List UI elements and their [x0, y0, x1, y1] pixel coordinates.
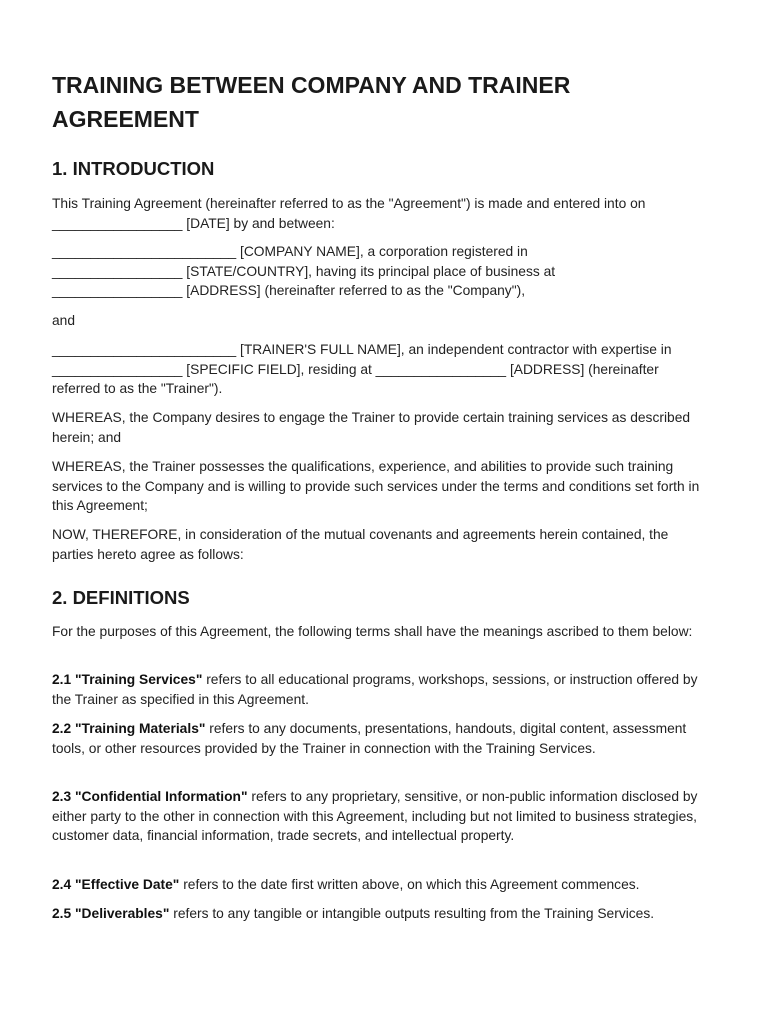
definition-item	[52, 787, 712, 846]
whereas-paragraph-1: WHEREAS, the Company desires to engage the Trainer to provide certain training services as described herein; and	[52, 410, 691, 445]
document-title: TRAINING BETWEEN COMPANY AND TRAINER AGREEMENT	[52, 72, 571, 132]
definition-term: 2.1 "Training Services"	[52, 672, 203, 687]
definition-item	[52, 670, 712, 709]
and-paragraph: and	[52, 313, 76, 328]
definition-term: 2.3 "Confidential Information"	[52, 789, 248, 804]
definitions-intro-paragraph: For the purposes of this Agreement, the following terms shall have the meanings ascribed to them below:	[52, 624, 693, 639]
company-party-paragraph: ________________________ [COMPANY NAME], a corporation registered in _________________ [STATE/COUNTRY], having its principal place of business at _________________ [ADDRESS] (hereinafter referred to as the "Company"),	[52, 244, 556, 299]
whereas-paragraph-2: WHEREAS, the Trainer possesses the qualifications, experience, and abilities to provide such training services to the Company and is willing to provide such services under the terms and conditions set forth in this Agreement;	[52, 459, 700, 514]
definition-item	[52, 904, 672, 924]
definition-text: refers to any tangible or intangible outputs resulting from the Training Services.	[169, 906, 655, 921]
trainer-party-paragraph: ________________________ [TRAINER'S FULL NAME], an independent contractor with expertise in _________________ [SPECIFIC FIELD], residing at _________________ [ADDRESS] (hereinafter referred to as the "Trainer").	[52, 342, 672, 397]
definition-item	[52, 719, 712, 758]
intro-paragraph: This Training Agreement (hereinafter referred to as the "Agreement") is made and entered into on _________________ [DATE] by and between:	[52, 196, 646, 231]
section-heading-definitions: 2. DEFINITIONS	[52, 587, 190, 608]
definition-term: 2.5 "Deliverables"	[52, 906, 170, 921]
definition-term: 2.4 "Effective Date"	[52, 877, 180, 892]
definition-text: refers to the date first written above, on which this Agreement commences.	[179, 877, 640, 892]
definition-text: refers to all educational programs, workshops, sessions, or instruction offered by the Trainer as specified in this Agreement.	[52, 672, 698, 707]
definition-text: refers to any proprietary, sensitive, or non-public information disclosed by either party to the other in connection with this Agreement, including but not limited to business strategies, customer data, financial information, trade secrets, and intellectual property.	[52, 789, 698, 844]
now-therefore-paragraph: NOW, THEREFORE, in consideration of the mutual covenants and agreements herein contained, the parties hereto agree as follows:	[52, 527, 669, 562]
definition-text: refers to any documents, presentations, handouts, digital content, assessment tools, or other resources provided by the Trainer in connection with the Training Services.	[52, 721, 687, 756]
definition-term: 2.2 "Training Materials"	[52, 721, 206, 736]
section-heading-introduction: 1. INTRODUCTION	[52, 158, 215, 179]
definition-item	[52, 875, 712, 895]
